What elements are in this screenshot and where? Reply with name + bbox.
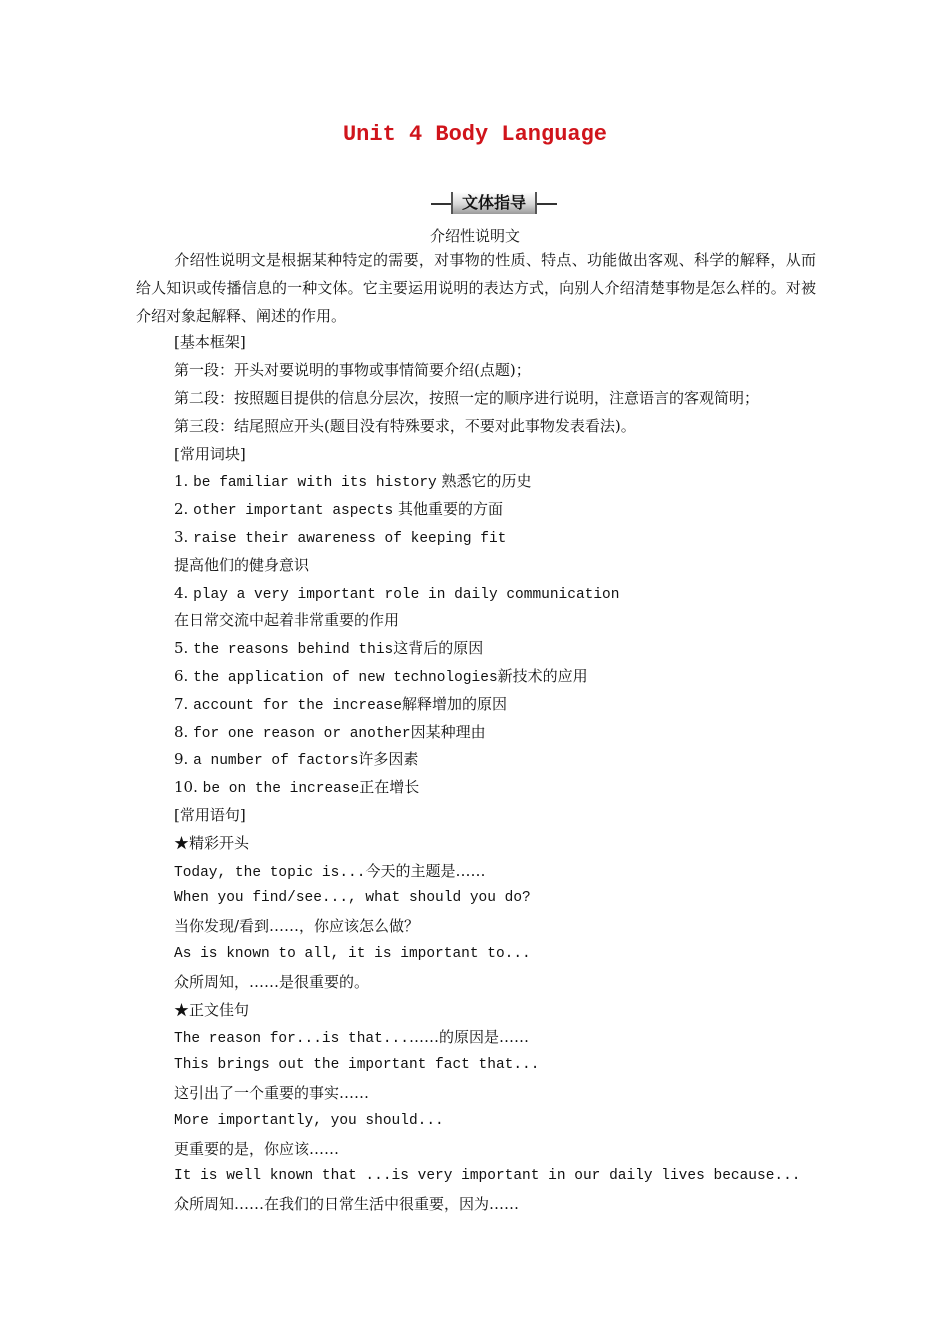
section-badge xyxy=(431,192,557,214)
section-subtitle: 介绍性说明文 xyxy=(429,227,520,245)
section-badge-label: 文体指导 xyxy=(451,192,537,214)
sentence-chinese: 当你发现/看到……，你应该怎么做？ xyxy=(174,917,420,935)
phrase-number: 3. xyxy=(174,528,189,546)
phrase-chinese: 在日常交流中起着非常重要的作用 xyxy=(174,611,400,629)
phrase-chinese: 正在增长 xyxy=(359,778,420,796)
phrase-chinese: 提高他们的健身意识 xyxy=(174,556,310,574)
phrase-english: a number of factors xyxy=(193,753,359,769)
framework-p1: 第一段：开头对要说明的事物或事情简要介绍(点题)； xyxy=(174,361,531,379)
sentence-english: The reason for...is that... xyxy=(174,1031,409,1047)
sentence-chinese: 众所周知，……是很重要的。 xyxy=(174,973,370,991)
badge-line-right xyxy=(535,203,557,205)
phrase-item xyxy=(174,638,483,660)
phrase-number: 7. xyxy=(174,695,189,713)
phrase-english: account for the increase xyxy=(193,698,402,714)
sentence-chinese: ……的原因是…… xyxy=(408,1028,529,1046)
phrase-number: 2. xyxy=(174,500,189,518)
phrase-english: play a very important role in daily communication xyxy=(193,587,620,603)
phrase-chinese: 其他重要的方面 xyxy=(398,500,504,518)
sentence-english: When you find/see..., what should you do? xyxy=(174,890,531,906)
phrase-number: 6. xyxy=(174,667,189,685)
sentence-english: As is known to all, it is important to... xyxy=(174,946,531,962)
phrase-item xyxy=(174,722,486,744)
sentence-item xyxy=(174,1027,529,1049)
phrase-number: 9. xyxy=(174,750,189,768)
sentence-english: It is well known that ...is very important in our daily lives because... xyxy=(174,1168,801,1184)
body-heading: ★正文佳句 xyxy=(174,1001,250,1019)
sentence-chinese: 更重要的是，你应该…… xyxy=(174,1140,340,1158)
phrase-chinese: 解释增加的原因 xyxy=(401,695,507,713)
sentence-item xyxy=(174,861,485,883)
phrase-item xyxy=(174,749,418,771)
document-title: Unit 4 Body Language xyxy=(342,122,608,147)
framework-p2: 第二段：按照题目提供的信息分层次，按照一定的顺序进行说明，注意语言的客观简明； xyxy=(174,389,760,407)
phrase-number: 5. xyxy=(174,639,189,657)
intro-paragraph xyxy=(136,246,816,330)
phrase-english: be on the increase xyxy=(202,781,360,797)
framework-heading: [基本框架] xyxy=(174,333,246,351)
phrase-chinese: 许多因素 xyxy=(358,750,419,768)
phrase-chinese: 新技术的应用 xyxy=(497,667,588,685)
badge-line-left xyxy=(431,203,453,205)
sentence-chinese: 这引出了一个重要的事实…… xyxy=(174,1084,370,1102)
phrase-chinese: 熟悉它的历史 xyxy=(441,472,532,490)
phrase-item xyxy=(174,527,506,549)
phrase-english: the application of new technologies xyxy=(193,670,498,686)
phrase-english: raise their awareness of keeping fit xyxy=(193,531,507,547)
sentence-chinese: 今天的主题是…… xyxy=(365,862,486,880)
phrase-chinese: 这背后的原因 xyxy=(393,639,484,657)
phrase-english: for one reason or another xyxy=(193,726,411,742)
phrase-item xyxy=(174,583,619,605)
framework-p3: 第三段：结尾照应开头(题目没有特殊要求，不要对此事物发表看法)。 xyxy=(174,417,636,435)
phrases-heading: [常用词块] xyxy=(174,445,246,463)
sentence-english: More importantly, you should... xyxy=(174,1113,444,1129)
phrase-number: 4. xyxy=(174,584,189,602)
phrase-number: 8. xyxy=(174,723,189,741)
sentence-chinese: 众所周知……在我们的日常生活中很重要，因为…… xyxy=(174,1195,520,1213)
phrase-item xyxy=(174,777,419,799)
phrase-item xyxy=(174,471,532,493)
phrase-number: 1. xyxy=(174,472,189,490)
sentence-english: This brings out the important fact that... xyxy=(174,1057,540,1073)
phrase-english: the reasons behind this xyxy=(193,642,394,658)
phrase-english: other important aspects xyxy=(193,503,394,519)
phrase-item xyxy=(174,666,588,688)
phrase-item xyxy=(174,499,503,521)
sentences-heading: [常用语句] xyxy=(174,806,246,824)
sentence-english: Today, the topic is... xyxy=(174,865,366,881)
phrase-number: 10. xyxy=(174,778,198,796)
phrase-english: be familiar with its history xyxy=(193,475,437,491)
opening-heading: ★精彩开头 xyxy=(174,834,250,852)
intro-text: 介绍性说明文是根据某种特定的需要，对事物的性质、特点、功能做出客观、科学的解释，从而给人知识或传播信息的一种文体。它主要运用说明的表达方式，向别人介绍清楚事物是怎么样的。对被介绍对象起解释、阐述的作用。 xyxy=(136,251,816,325)
phrase-item xyxy=(174,694,507,716)
phrase-chinese: 因某种理由 xyxy=(410,723,486,741)
